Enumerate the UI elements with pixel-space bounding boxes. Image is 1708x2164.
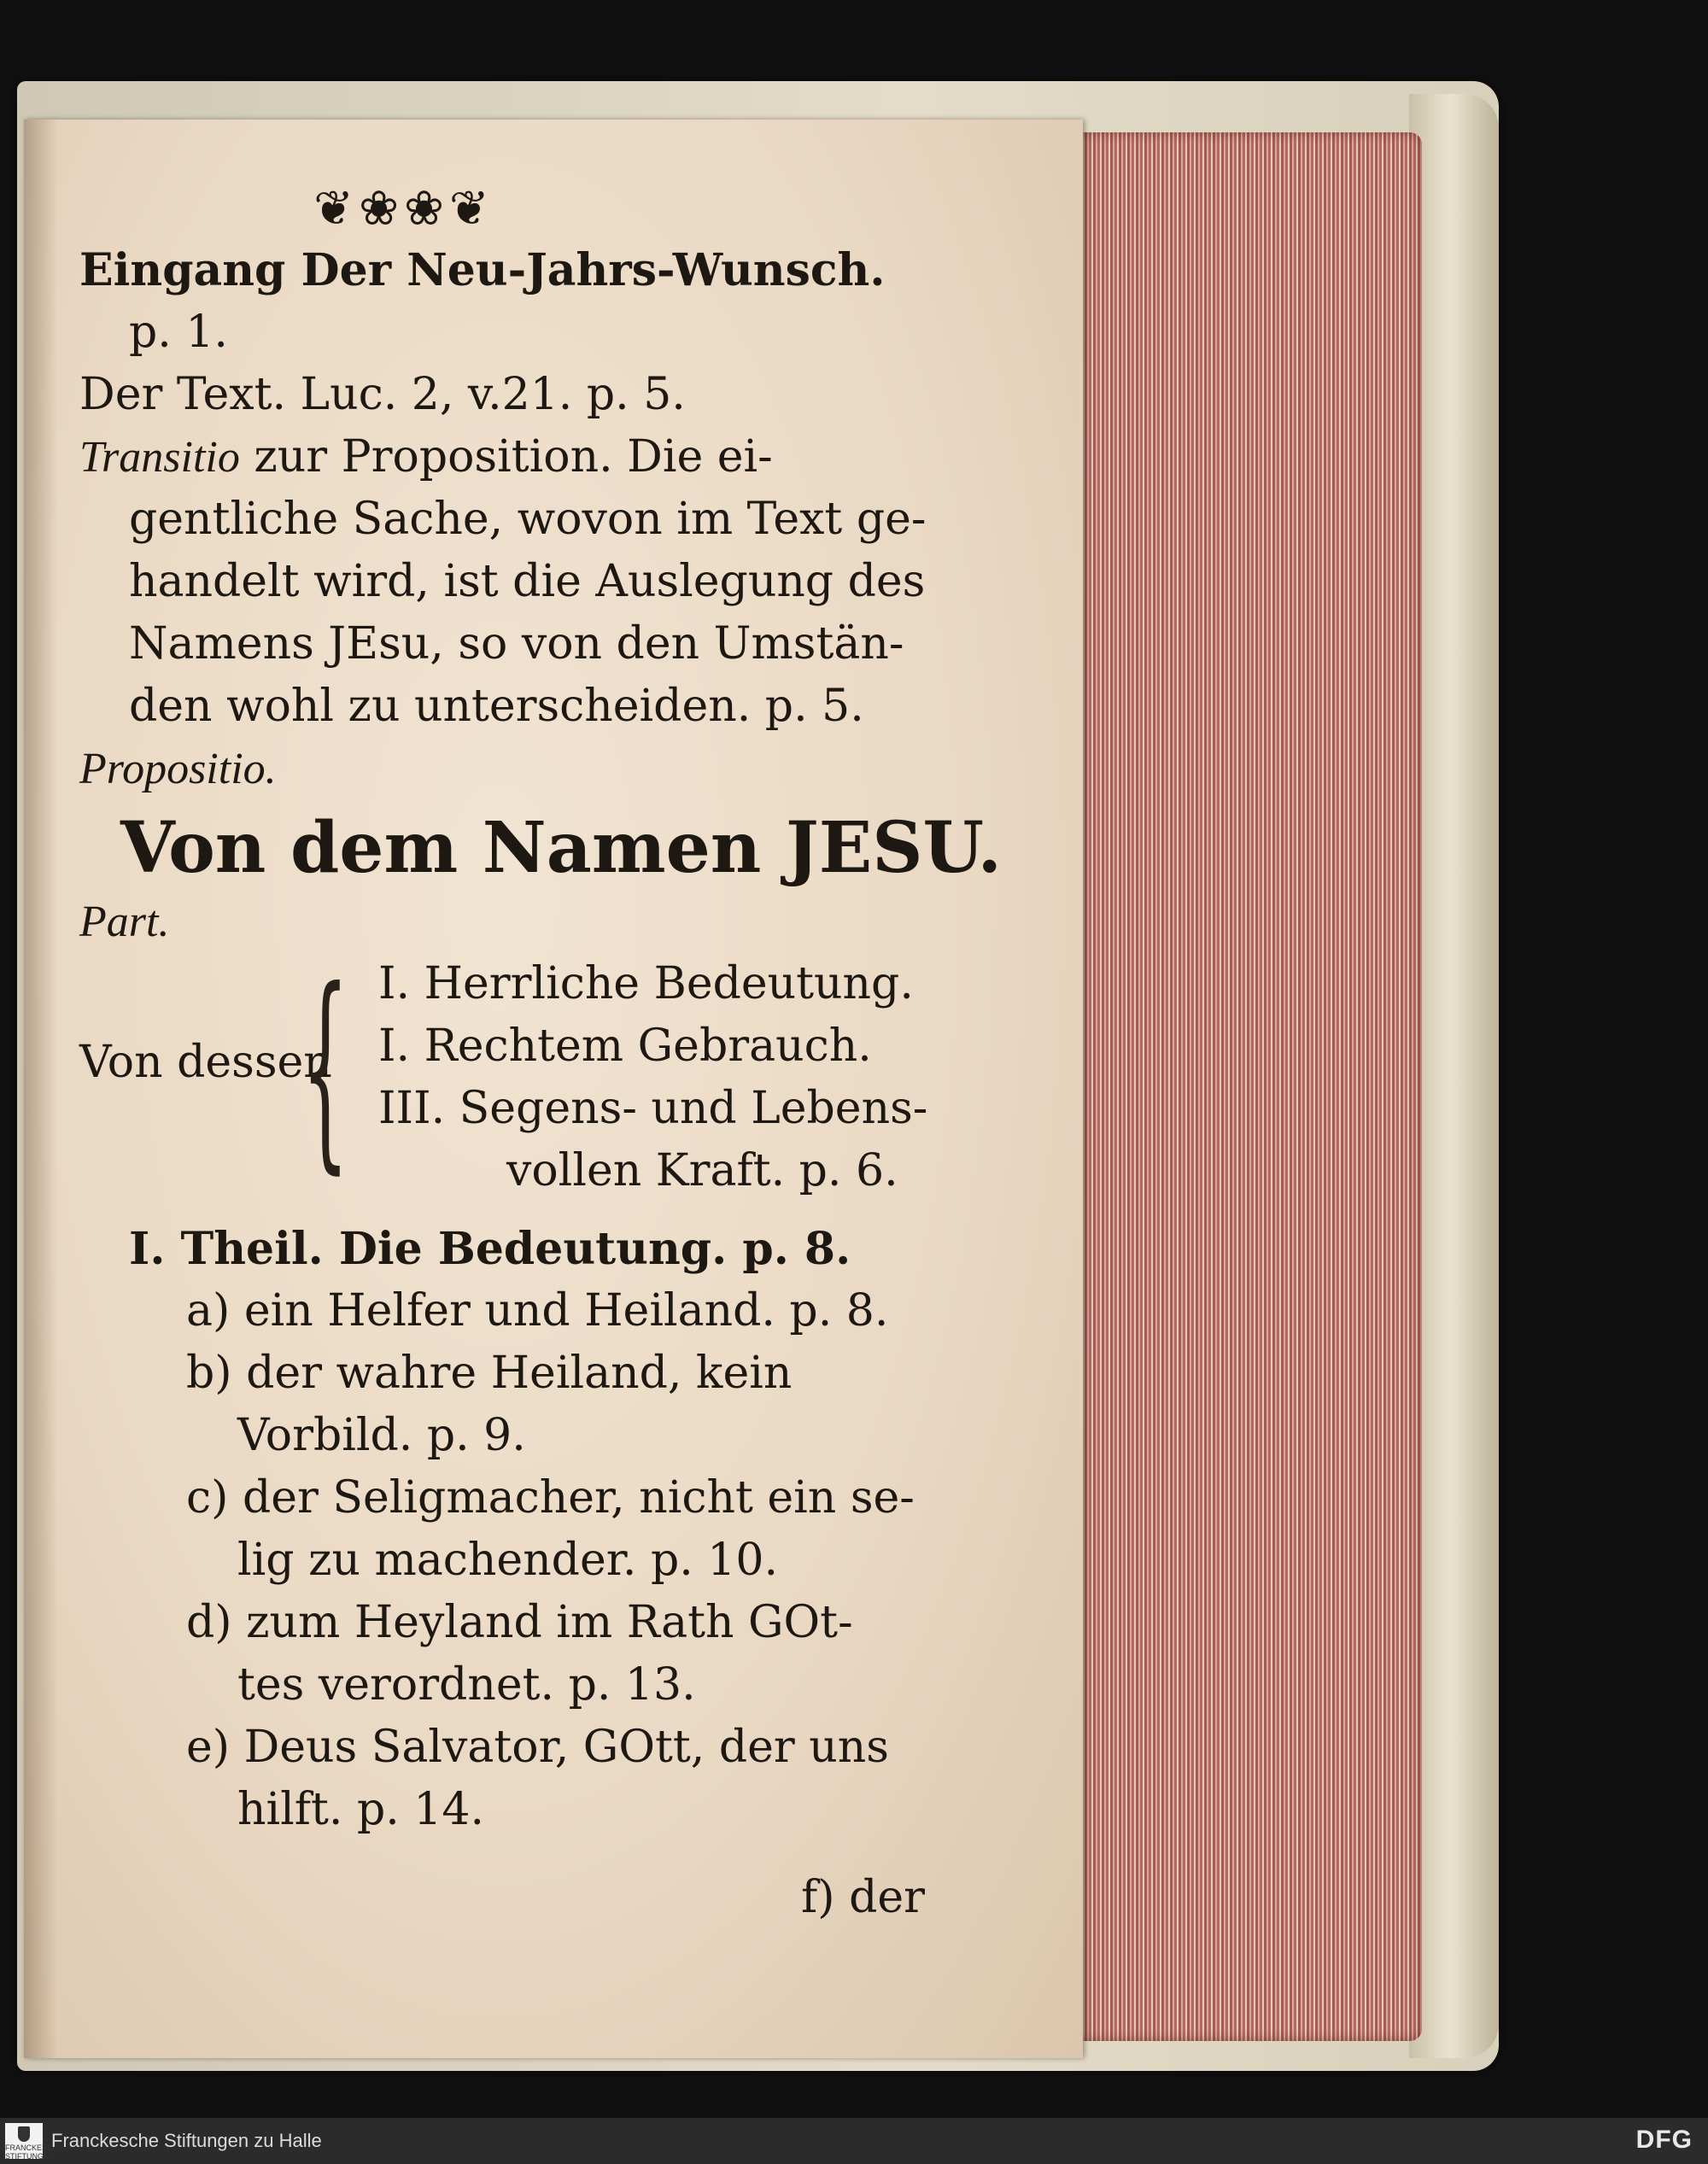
ornament-header: ❦❀❀❦ xyxy=(313,181,494,237)
list-item: d) zum Heyland im Rath GOt- xyxy=(186,1597,853,1648)
text-line xyxy=(79,426,942,488)
text-line: Propositio. xyxy=(79,745,277,793)
section-heading: I. Theil. Die Bedeutung. p. 8. xyxy=(129,1223,851,1275)
partition-item: vollen Kraft. p. 6. xyxy=(506,1145,898,1196)
crest-icon xyxy=(18,2126,30,2142)
list-item: hilft. p. 14. xyxy=(237,1784,484,1835)
list-item: tes verordnet. p. 13. xyxy=(237,1659,696,1711)
book-binding-edge xyxy=(1409,94,1499,2058)
text-line: handelt wird, ist die Auslegung des xyxy=(129,556,926,607)
book-page xyxy=(24,120,1083,2058)
text-line: Part. xyxy=(79,898,170,946)
partition-block xyxy=(79,944,942,1218)
list-item: e) Deus Salvator, GOtt, der uns xyxy=(186,1722,889,1773)
text-line: gentliche Sache, wovon im Text ge- xyxy=(129,494,927,545)
list-item: a) ein Helfer und Heiland. p. 8. xyxy=(186,1285,889,1336)
partition-lead: Von dessen xyxy=(79,1037,332,1088)
list-item: Vorbild. p. 9. xyxy=(237,1410,526,1461)
logo-text: FRANCKESCHE STIFTUNGEN xyxy=(5,2144,64,2161)
viewer-footer xyxy=(0,2118,1708,2164)
text-line: p. 1. xyxy=(129,307,228,358)
catchword: f) der xyxy=(801,1872,925,1923)
institution-logo xyxy=(5,2123,64,2161)
text-line: den wohl zu unterscheiden. p. 5. xyxy=(129,681,864,732)
list-item: lig zu machender. p. 10. xyxy=(237,1535,778,1586)
partition-items xyxy=(378,953,927,1202)
page-text xyxy=(79,179,1003,1929)
partition-item: I. Rechtem Gebrauch. xyxy=(378,1021,872,1072)
list-item: b) der wahre Heiland, kein xyxy=(186,1348,793,1399)
partition-item: I. Herrliche Bedeutung. xyxy=(378,958,914,1009)
dfg-logo: DFG xyxy=(1635,2126,1693,2154)
brace-glyph: { xyxy=(301,944,349,1192)
page-gutter xyxy=(24,120,58,2058)
text-line: Eingang Der Neu-Jahrs-Wunsch. xyxy=(79,244,886,296)
text-line: Der Text. Luc. 2, v.21. p. 5. xyxy=(79,369,686,420)
text-span: zur Proposition. Die ei- xyxy=(239,431,773,483)
institution-name: Franckesche Stiftungen zu Halle xyxy=(51,2130,322,2151)
italic-word: Transitio xyxy=(79,433,240,482)
page-fore-edge xyxy=(1080,132,1422,2041)
partition-item: III. Segens- und Lebens- xyxy=(378,1083,928,1134)
proposition-heading: Von dem Namen JESU. xyxy=(120,807,1003,889)
text-line: Namens JEsu, so von den Umstän- xyxy=(129,618,904,670)
list-item: c) der Seligmacher, nicht ein se- xyxy=(186,1472,915,1524)
